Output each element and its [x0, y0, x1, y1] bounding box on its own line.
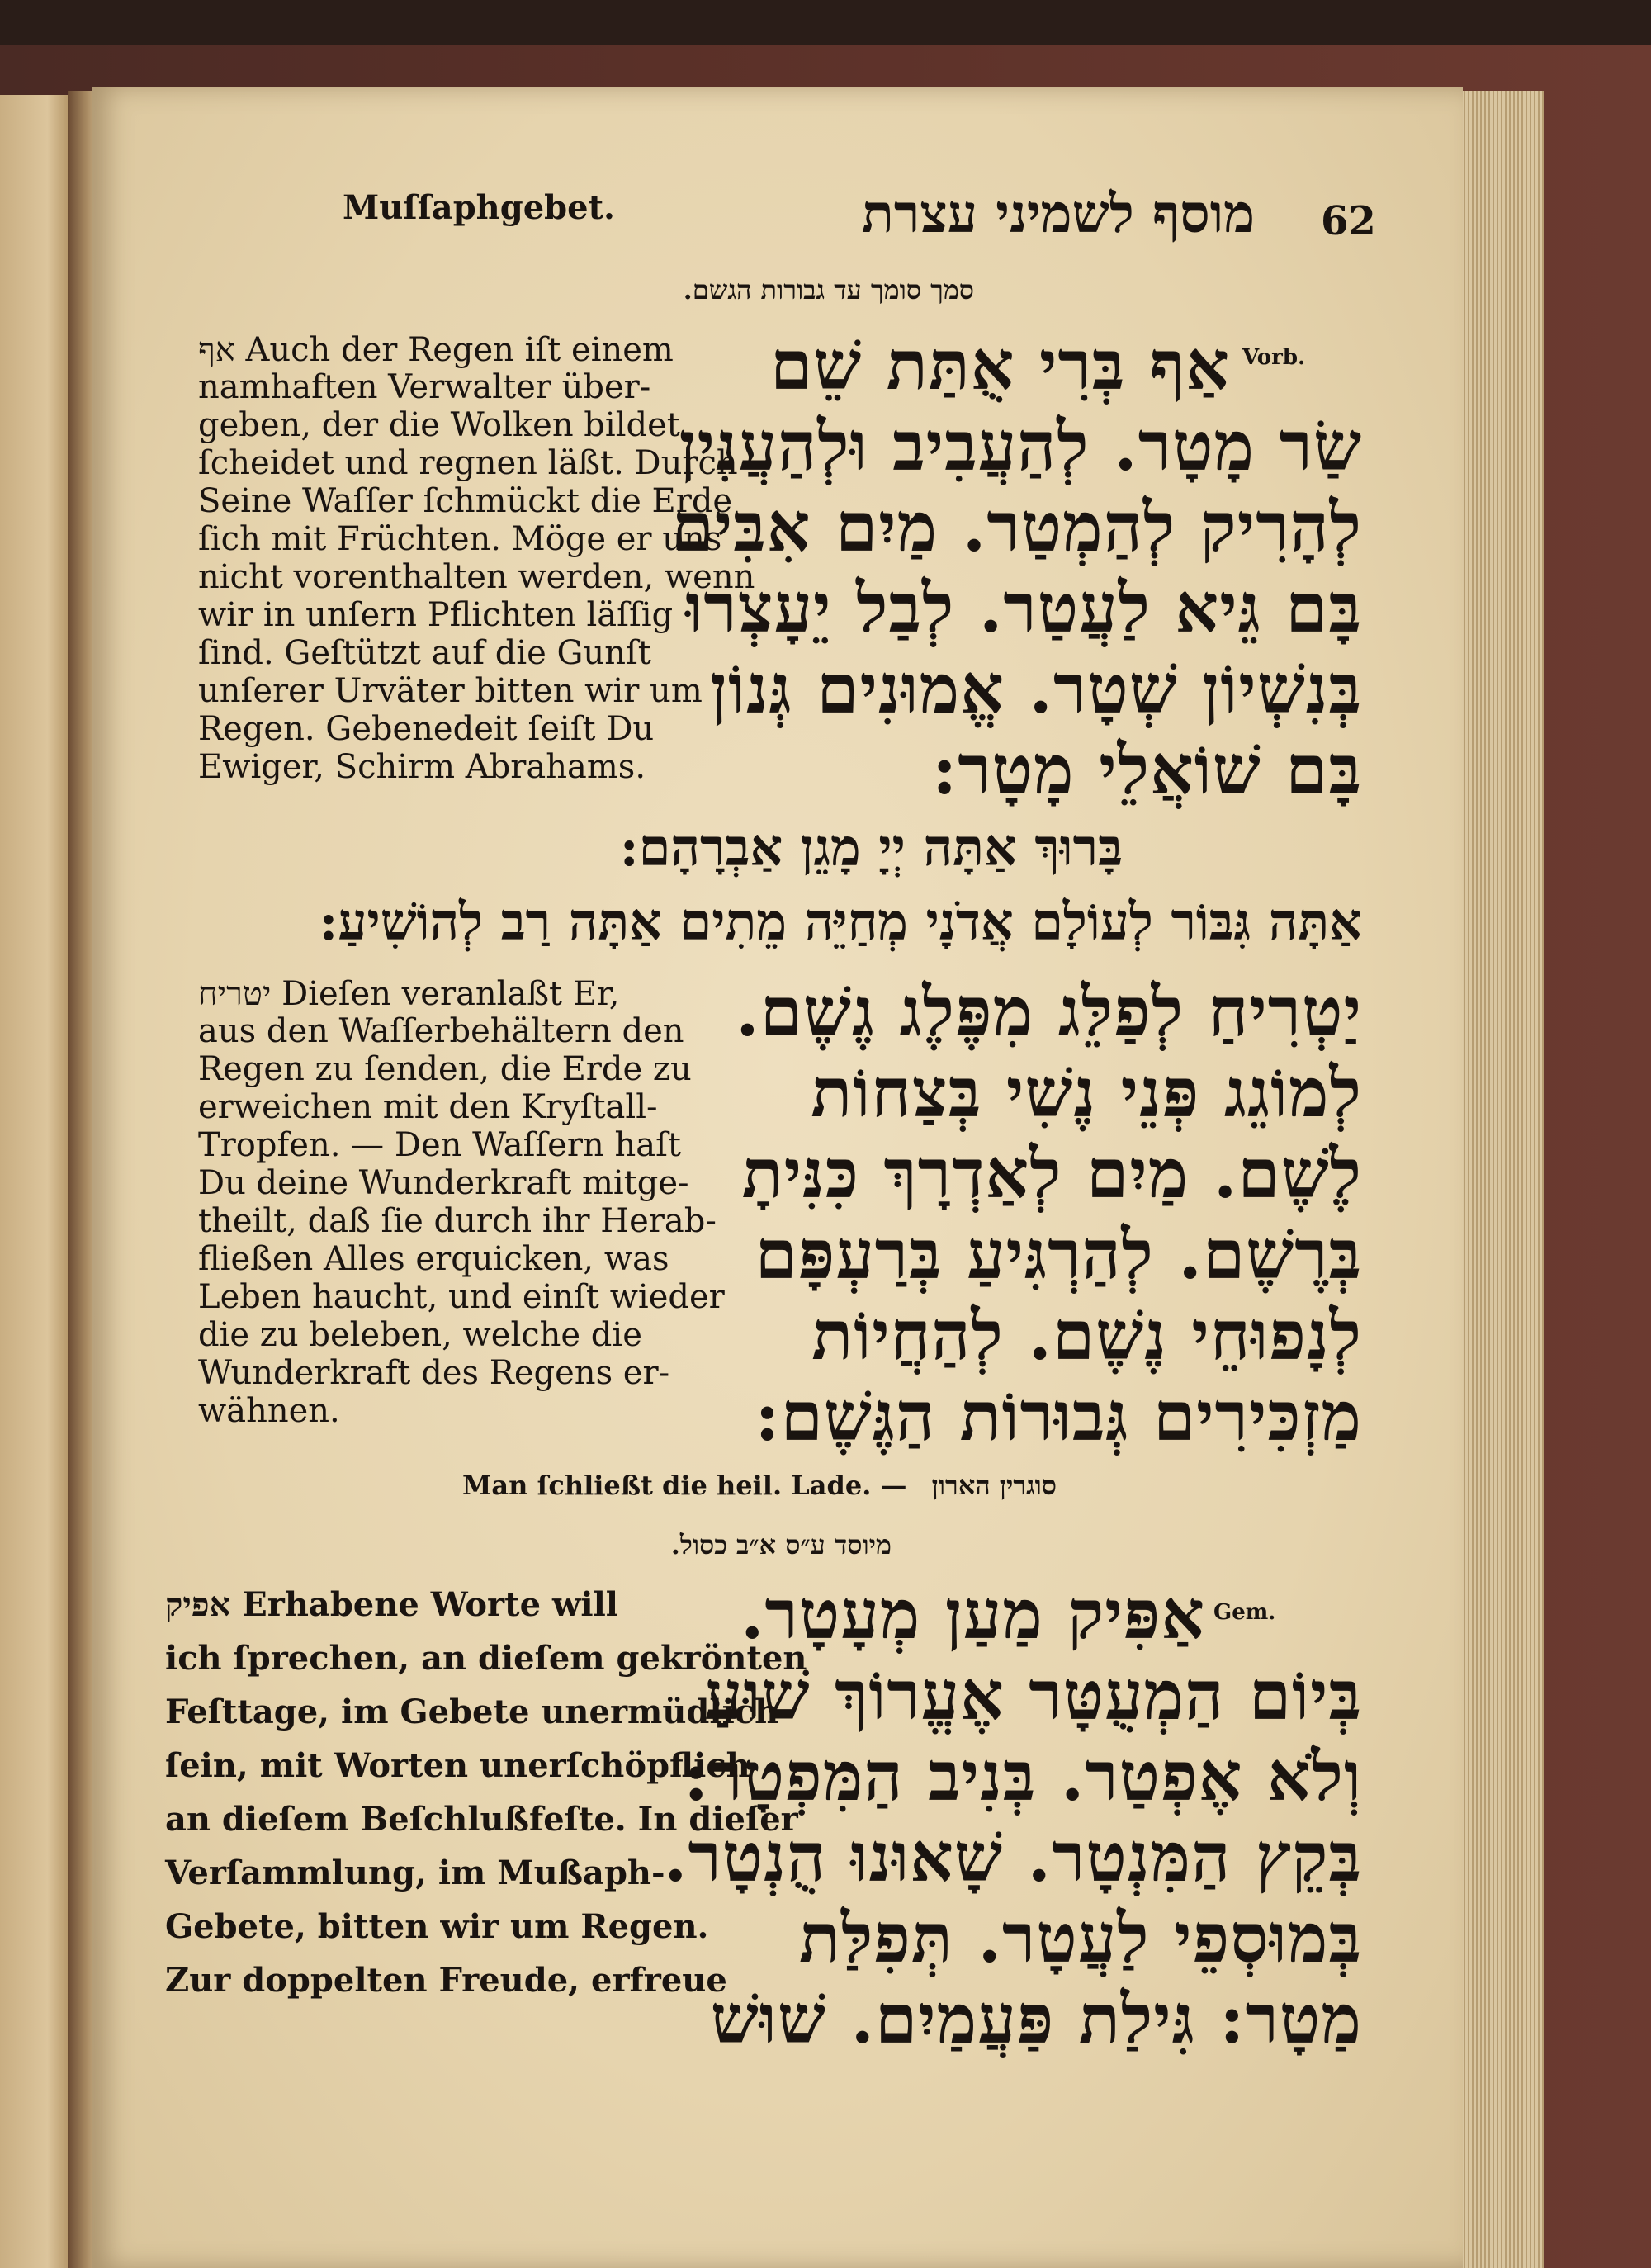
rubric-acrostic-note: מיוסד ע״ס א״ב כסול. — [670, 1529, 892, 1560]
page-number: 62 — [1321, 198, 1376, 244]
section1-german-line: ſich mit Früchten. Möge er uns — [198, 520, 722, 558]
section1-german-line: Regen. Gebenedeit ſeiſt Du — [198, 710, 655, 748]
section1-hebrew-line: אַף בְּרִי אֻתַּת שֵׁם — [770, 326, 1230, 405]
section2-german-line: Leben haucht, und einſt wieder — [198, 1278, 725, 1316]
section1-german-line: nicht vorenthalten werden, wenn — [198, 558, 755, 596]
section2-german-line: fließen Alles erquicken, was — [198, 1240, 669, 1278]
section3-german-line: ſein, mit Worten unerſchöpflich — [165, 1746, 750, 1785]
rubric-close-ark-german: Man ſchließt die heil. Lade. — — [462, 1470, 907, 1501]
section2-german-line: יטריח Dieſen veranlaßt Er, — [198, 975, 620, 1013]
section2-hebrew-line: לְנָפוּחֵי נֶשֶׁם. לְהַחֲיוֹת — [811, 1296, 1362, 1375]
section1-german-line: Ewiger, Schirm Abrahams. — [198, 748, 646, 786]
section3-german-line: Verſammlung, im Mußaph- — [165, 1854, 665, 1892]
section3-hebrew-line: וְלֹא אֶפְטַר. בְּנִיב הַמִּפְטָר: — [684, 1737, 1362, 1816]
rubric-close-ark-hebrew: סוגרין הארון — [931, 1470, 1057, 1501]
section1-hebrew-line: בְּנִשְׁיוֹן שְׁטָר. אֱמוּנִים גְּנוֹן — [710, 650, 1362, 729]
section3-german-line: Feſttage, im Gebete unermüdlich — [165, 1693, 779, 1731]
blessing-ata-gibor: אַתָּה גִּבּוֹר לְעוֹלָם אֲדֹנָי מְחַיֵּה מֵתִים אַתָּה רַב לְהוֹשִׁיעַ: — [319, 892, 1362, 952]
section3-german-line: Zur doppelten Freude, erfreue — [165, 1961, 727, 2000]
section1-german-line: geben, der die Wolken bildet, — [198, 406, 691, 444]
blessing-magen-avraham: בָּרוּךְ אַתָּה יְיָ מָגֵן אַבְרָהָם: — [619, 817, 1123, 878]
section1-german-line: ſcheidet und regnen läßt. Durch — [198, 444, 738, 482]
left-page-edge — [0, 95, 68, 2268]
section2-hebrew-line: מַזְכִּירִים גְּבוּרוֹת הַגֶּשֶׁם: — [755, 1377, 1362, 1456]
section2-german-line: Regen zu ſenden, die Erde zu — [198, 1050, 692, 1088]
running-title-german: Muſſaphgebet. — [343, 188, 615, 227]
section2-german-line: Tropfen. — Den Waſſern haſt — [198, 1126, 681, 1164]
section2-german-line: Wunderkraft des Regens er- — [198, 1354, 670, 1392]
section3-hebrew-line: בְּקֵץ הַמִּנְטָר. שָׁאוּנוּ הֻנְטָר. — [663, 1818, 1362, 1897]
section3-hebrew-line: בְּמוּסְפֵי לַעֲטָר. תְּפִלַּת — [798, 1899, 1362, 1978]
section2-german-line: aus den Waſſerbehältern den — [198, 1012, 684, 1050]
section2-hebrew-line: יַטְרִיחַ לְפַלֵּג מִפֶּלֶג גֶשֶׁם. — [736, 973, 1362, 1052]
section1-german-line: wir in unſern Pflichten läſſig — [198, 596, 674, 634]
section3-german-line: Gebete, bitten wir um Regen. — [165, 1907, 709, 1946]
section2-german-line: die zu beleben, welche die — [198, 1316, 642, 1354]
section1-margin-label: Vorb. — [1242, 345, 1306, 370]
section2-german-line: erweichen mit den Kryſtall- — [198, 1088, 658, 1126]
section3-hebrew-line: בְּיוֹם הַמְעֻטָּר אֶעֱרוֹךְ שׁוּעַ — [704, 1656, 1362, 1735]
running-title-hebrew: מוסף לשמיני עצרת — [861, 183, 1255, 245]
section2-hebrew-line: לְמוֹגֵג פְּנֵי נֶשִׁי בְּצַחוֹת — [811, 1054, 1362, 1133]
section1-hebrew-line: לְהָרִיק לְהַמְטַר. מַיִם אִבִּים — [671, 488, 1362, 567]
section1-hebrew-line: שַׂר מָטָר. לְהַעֲבִיב וּלְהַעֲנִין — [679, 407, 1362, 486]
section1-german-line: unſerer Urväter bitten wir um — [198, 672, 703, 710]
section1-hebrew-line: בָּם שׁוֹאֲלֵי מָטָר: — [931, 731, 1362, 810]
section1-hebrew-line: בָּם גֵּיא לַעֲטַר. לְבַל יֵעָצְרוּ — [685, 569, 1362, 648]
section2-german-line: wähnen. — [198, 1392, 340, 1430]
section3-german-line: אפיק Erhabene Worte will — [165, 1585, 618, 1624]
section3-margin-label: Gem. — [1213, 1600, 1276, 1625]
section3-hebrew-line: אַפִּיק מַעַן מְעָטָר. — [740, 1575, 1205, 1655]
section2-hebrew-line: לֶשֶׁם. מַיִם לְאַדְרָךְ כִּנִּיתָ — [741, 1134, 1362, 1214]
section3-german-line: ich ſprechen, an dieſem gekrönten — [165, 1639, 807, 1678]
section3-german-line: an dieſem Beſchlußfeſte. In dieſer — [165, 1800, 798, 1839]
section1-german-line: אף Auch der Regen iſt einem — [198, 331, 674, 369]
section1-german-line: namhaften Verwalter über- — [198, 368, 651, 406]
section3-hebrew-line: מַטָר: גִּילַת פַּעֲמַיִם. שׁוּשׁ — [710, 1980, 1362, 2059]
section2-hebrew-line: בְּרֶשֶׁם. לְהַרְגִּיעַ בְּרַעְפָּם — [755, 1215, 1362, 1295]
section1-german-line: ſind. Geſtützt auf die Gunſt — [198, 634, 651, 672]
rubric-top: סמך סומך עד גבורות הגשם. — [683, 274, 974, 305]
section1-german-line: Seine Waſſer ſchmückt die Erde — [198, 482, 733, 520]
page-stack-edge — [1453, 91, 1544, 2268]
section2-german-line: theilt, daß ſie durch ihr Herab- — [198, 1202, 717, 1240]
section2-german-line: Du deine Wunderkraft mitge- — [198, 1164, 689, 1202]
